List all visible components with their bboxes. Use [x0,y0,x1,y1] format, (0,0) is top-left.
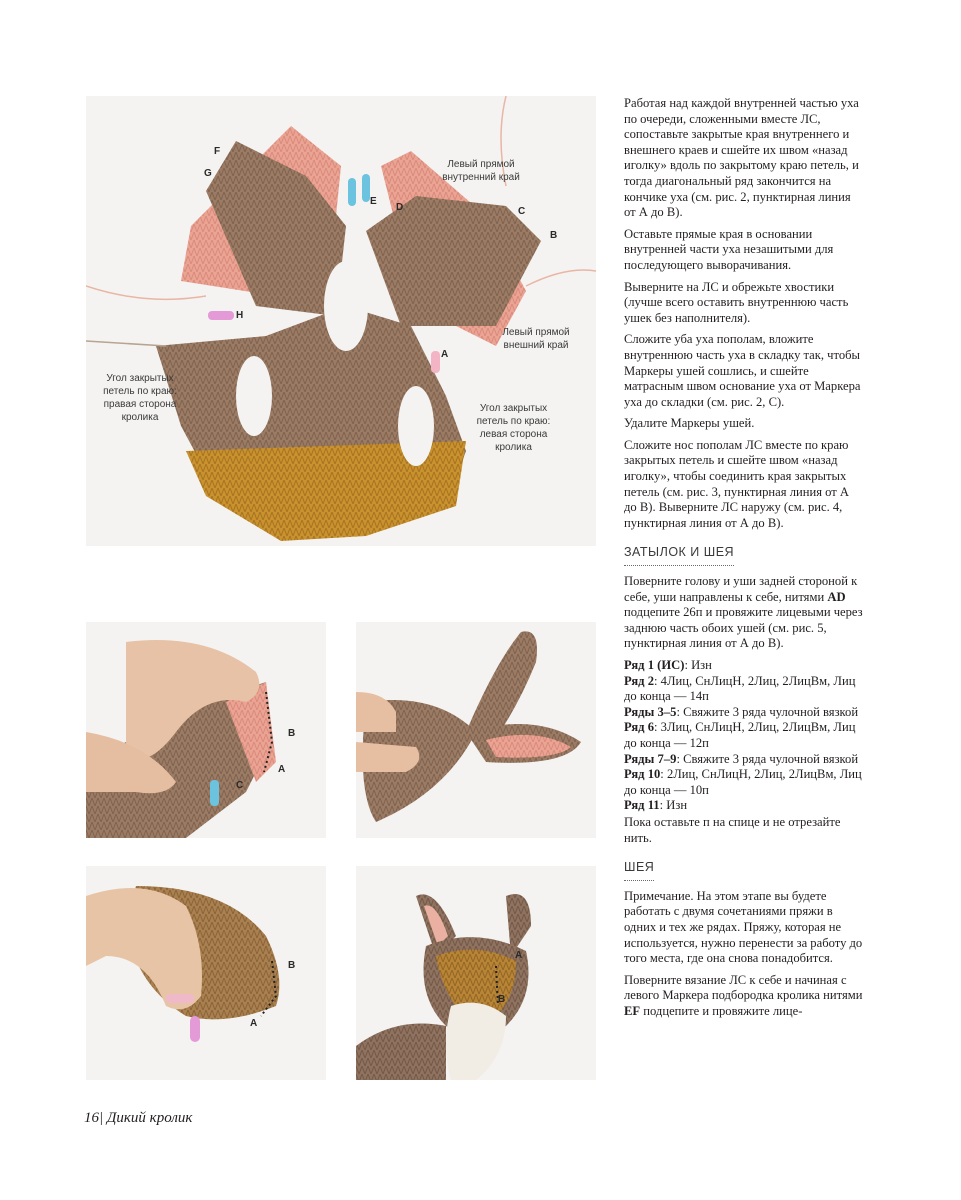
point-c: C [518,206,526,217]
paragraph-remove-markers: Удалите Маркеры ушей. [624,416,755,431]
figure-4-photo [356,866,596,1080]
paragraph-nose: Сложите нос пополам ЛС вместе по краю закрытых петель и сшейте швом «назад иголку», чтобы соединить края закрытых петель (см. рис. 3, пунктирная линия от А до В). Выверните ЛС наружу (см. рис. 4, пунктирная линия от А до В). [624,437,850,530]
label-left-inner-edge: Левый прямой внутренний край [442,159,520,183]
instructions-column [624,96,864,1025]
point-g: G [204,168,212,179]
paragraph-leave-edges: Оставьте прямые края в основании внутренней части уха незашитыми для последующего выворачивания. [624,226,834,272]
paragraph-back-of-head: Поверните голову и уши задней стороной к себе, уши направлены к себе, нитями AD подцепите 26п и провяжите лицевыми через заднюю часть обоих ушей (см. рис. 5, пунктирная линия от А до В). [624,574,863,651]
fig2-point-b: B [288,728,296,739]
paragraph-leave-on-needle: Пока оставьте п на спице и не отрезайте нить. [624,814,841,845]
row-instruction: Ряд 1 (ИС): Изн [624,658,712,672]
footer-separator: | [99,1110,104,1126]
point-f: F [214,146,221,157]
fig4-point-a: A [515,950,523,961]
fig2-point-c: C [236,780,244,791]
row-instruction: Ряд 6: 3Лиц, СнЛицН, 2Лиц, 2ЛицВм, Лиц до конца — 12п [624,720,856,750]
label-corner-left-side: Угол закрытых петель по краю: левая сторона кролика [476,403,551,453]
point-d: D [396,202,404,213]
page-footer [84,1110,192,1127]
paragraph-fold-ears: Сложите уба уха пополам, вложите внутреннюю часть уха в складку так, чтобы Маркеры ушей сошлись, и сшейте матрасным швом основание уха от Маркера уха до складки (см. рис. 2, С). [624,332,861,409]
hand-illustration [86,888,202,1009]
fig4-point-b: B [498,994,506,1005]
row-instruction: Ряд 10: 2Лиц, СнЛицН, 2Лиц, 2ЛицВм, Лиц до конца — 10п [624,767,862,797]
section-heading-back-of-head: ЗАТЫЛОК И ШЕЯ [624,545,734,566]
paragraph-turn-out: Выверните на ЛС и обрежьте хвостики (лучше всего оставить внутреннюю часть ушек без наполнителя). [624,279,849,325]
figure-ear-photo [356,622,596,838]
fig3-point-b: B [288,960,296,971]
paragraph-neck-start: Поверните вязание ЛС к себе и начиная с левого Маркера подбородка кролика нитями EF подцепите и провяжите лице- [624,972,863,1018]
label-corner-right-side: Угол закрытых петель по краю: правая сторона кролика [103,373,177,423]
stitch-marker-icon [348,178,356,206]
book-title: Дикий кролик [106,1110,193,1126]
section-heading-neck: ШЕЯ [624,860,654,881]
figure-2-photo [86,622,326,838]
label-left-outer-edge: Левый прямой внешний край [502,327,570,351]
rows-list [624,658,864,814]
row-instruction: Ряд 2: 4Лиц, СнЛицН, 2Лиц, 2ЛицВм, Лиц до конца — 14п [624,673,856,704]
row-instruction: Ряды 7–9: Свяжите 3 ряда чулочной вязкой [624,751,859,766]
row-instruction: Ряд 11: Изн [624,798,688,813]
fig2-point-a: A [278,764,286,775]
point-h: H [236,310,244,321]
paragraph-note: Примечание. На этом этапе вы будете работать с двумя сочетаниями пряжи в одних и тех же рядах. Пряжу, которая не используется, нужно перенести за работу до того места, где она снова понадобится. [624,888,863,966]
fig3-point-a: A [250,1018,258,1029]
point-e: E [370,196,377,207]
row-instruction: Ряды 3–5: Свяжите 3 ряда чулочной вязкой [624,704,859,719]
figure-3-photo [86,866,326,1080]
point-a: A [441,349,449,360]
paragraph-ear-seam: Работая над каждой внутренней частью уха по очереди, сложенными вместе ЛС, сопоставьте закрытые края внутреннего и внешнего краев и сшейте их швом «назад иголку» вдоль по закрытому краю петель, и тогда диагональный ряд закончится на кончике уха (см. рис. 2, пунктирная линия от А до В). [624,96,859,220]
figure-1-photo [86,96,596,546]
page-number: 16 [84,1110,99,1126]
point-b: B [550,230,558,241]
